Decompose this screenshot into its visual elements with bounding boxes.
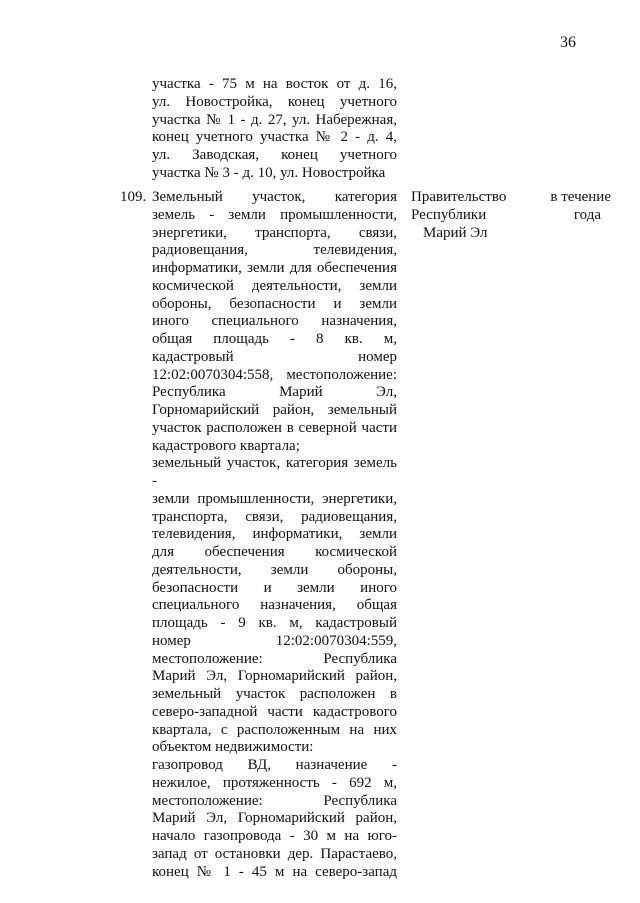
text-line: Республики xyxy=(411,206,487,223)
text-line: участка - 75 м на восток от д. 16, xyxy=(152,76,397,92)
text-line: северо-западной части кадастрового xyxy=(152,703,397,720)
text-line: Марий Эл, Горномарийский район, xyxy=(152,668,397,685)
text-line: объектом недвижимости: xyxy=(152,739,314,756)
text-line: ул. Новостройка, конец учетного xyxy=(152,93,397,110)
text-line: в течение xyxy=(550,189,611,205)
responsible-organization xyxy=(411,189,507,242)
text-line: местоположение: Республика xyxy=(152,650,397,667)
text-line: площадь - 9 кв. м, кадастровый xyxy=(152,615,397,631)
text-line: конец учетного участка № 2 - д. 4, xyxy=(152,129,397,146)
text-line: участка № 1 - д. 27, ул. Набережная, xyxy=(152,111,397,128)
previous-entry-text xyxy=(152,76,397,183)
text-line: Горномарийский район, земельный xyxy=(152,402,397,418)
page-number: 36 xyxy=(560,34,576,51)
completion-term xyxy=(517,189,611,225)
entry-number: 109. xyxy=(120,189,147,205)
text-line: земельный участок расположен в xyxy=(152,686,397,702)
text-line: деятельности, земли обороны, xyxy=(152,561,397,578)
text-line: запад от остановки дер. Парастаево, xyxy=(152,845,397,862)
text-line: радиовещания, телевидения, xyxy=(152,242,397,259)
text-line: обороны, безопасности и земли xyxy=(152,295,397,312)
text-line: общая площадь - 8 кв. м, xyxy=(152,331,397,347)
text-line: специального назначения, общая xyxy=(152,597,397,614)
text-line: конец № 1 - 45 м на северо-запад xyxy=(152,863,397,880)
text-line: телевидения, информатики, земли xyxy=(152,526,397,543)
text-line: транспорта, связи, радиовещания, xyxy=(152,508,397,525)
text-line: кадастрового квартала; xyxy=(152,437,300,454)
text-line: Марий Эл xyxy=(423,224,488,241)
text-line: года xyxy=(573,206,601,223)
text-line: участка № 3 - д. 10, ул. Новостройка xyxy=(152,164,386,181)
text-line: безопасности и земли иного xyxy=(152,579,397,596)
text-line: квартала, с расположенным на них xyxy=(152,721,397,738)
text-line: иного специального назначения, xyxy=(152,313,397,330)
text-line: космической деятельности, земли xyxy=(152,277,397,294)
text-line: земельный участок, категория земель - xyxy=(152,455,397,489)
text-line: газопровод ВД, назначение - xyxy=(152,757,397,773)
text-line: участок расположен в северной части xyxy=(152,419,397,436)
text-line: кадастровый номер xyxy=(152,348,397,365)
text-line: ул. Заводская, конец учетного xyxy=(152,147,397,163)
text-line: Марий Эл, Горномарийский район, xyxy=(152,810,397,827)
text-line: Республика Марий Эл, xyxy=(152,384,397,401)
text-line: Земельный участок, категория xyxy=(152,189,397,205)
entry-description xyxy=(152,189,397,881)
text-line: номер 12:02:0070304:559, xyxy=(152,632,397,649)
text-line: начало газопровода - 30 м на юго- xyxy=(152,828,397,844)
text-line: 12:02:0070304:558, местоположение: xyxy=(152,366,397,383)
text-line: нежилое, протяженность - 692 м, xyxy=(152,774,397,791)
text-line: земли промышленности, энергетики, xyxy=(152,490,397,507)
text-line: информатики, земли для обеспечения xyxy=(152,260,397,276)
text-line: энергетики, транспорта, связи, xyxy=(152,224,397,241)
text-line: для обеспечения космической xyxy=(152,544,397,560)
text-line: Правительство xyxy=(411,189,507,205)
text-line: местоположение: Республика xyxy=(152,792,397,809)
text-line: земель - земли промышленности, xyxy=(152,206,397,223)
